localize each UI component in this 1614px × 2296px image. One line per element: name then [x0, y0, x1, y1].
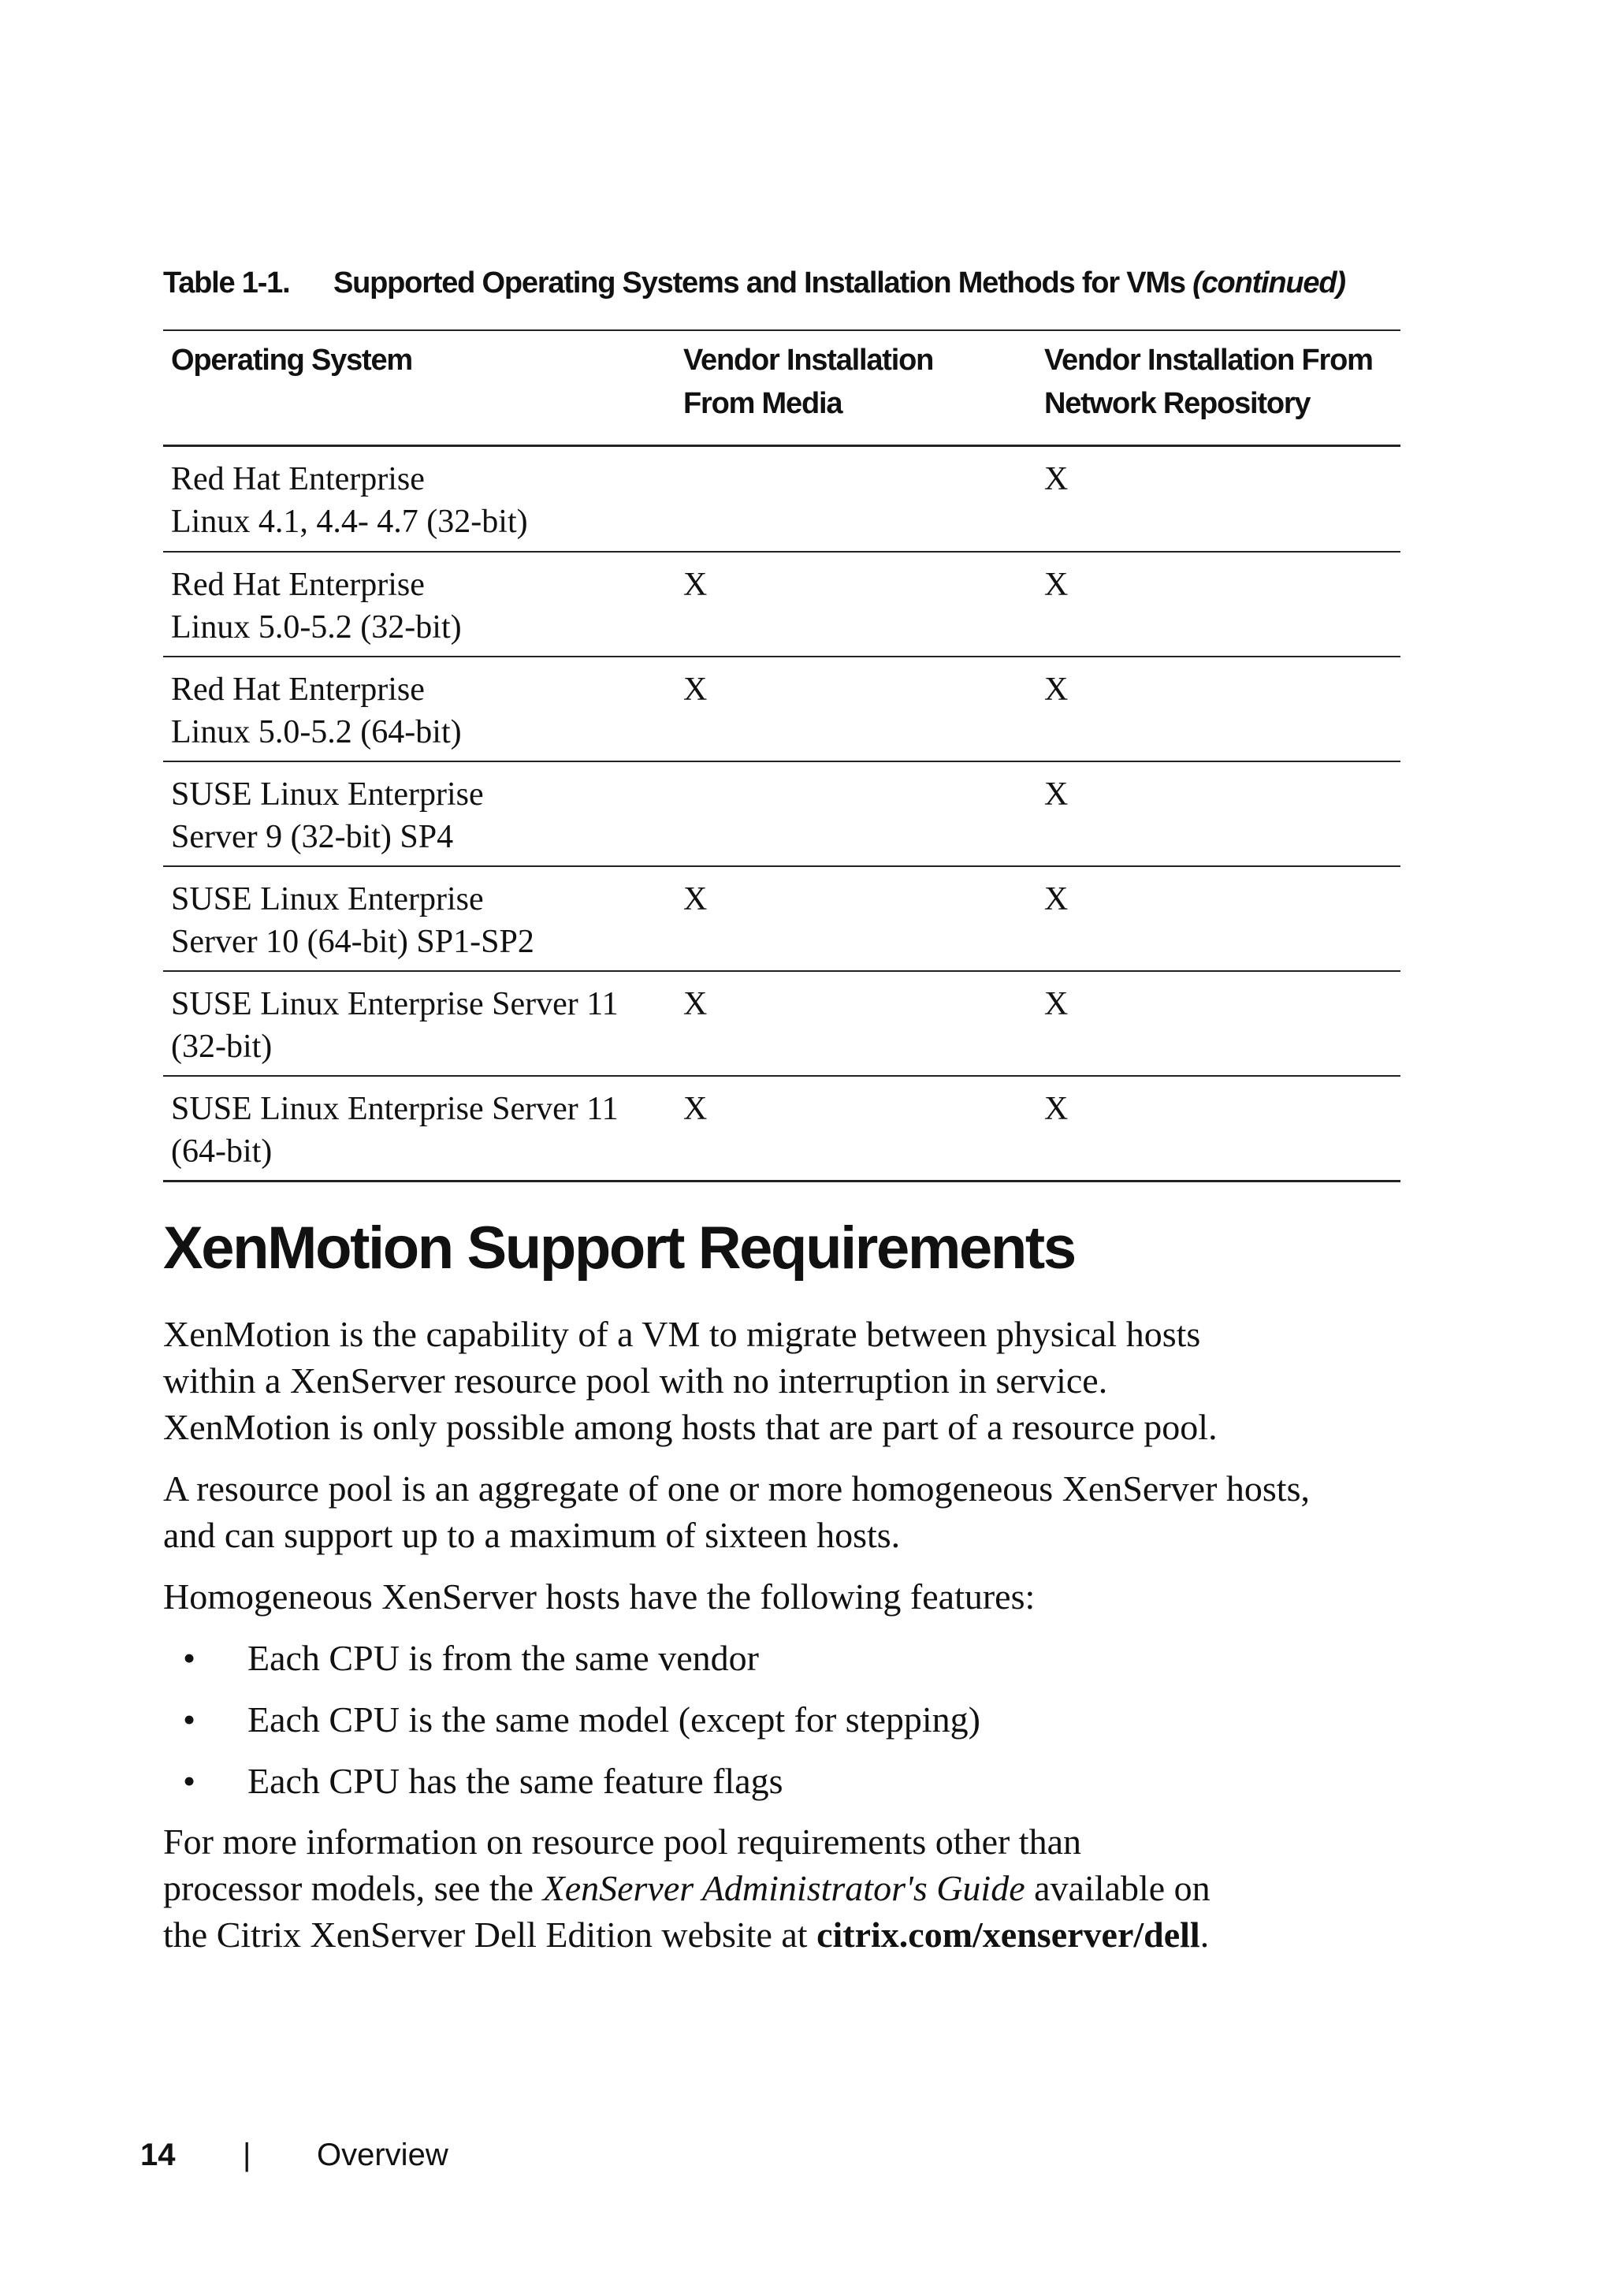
page-number: 14	[140, 2138, 176, 2172]
os-line: SUSE Linux Enterprise	[171, 881, 484, 917]
paragraph-xenmotion-intro	[163, 1311, 1424, 1450]
text-line: and can support up to a maximum of sixteen hosts.	[163, 1515, 901, 1555]
network-cell: X	[1044, 986, 1069, 1022]
text-line	[163, 1911, 1424, 1958]
os-line: SUSE Linux Enterprise Server 11	[171, 1091, 619, 1127]
bullet-text: Each CPU is the same model (except for stepping)	[247, 1699, 980, 1740]
text-span: the Citrix XenServer Dell Edition website at	[163, 1915, 817, 1955]
os-cell	[171, 458, 675, 543]
network-cell: X	[1044, 1091, 1069, 1127]
footer-separator: |	[243, 2138, 251, 2172]
table-row	[163, 657, 1400, 761]
header-line: From Media	[683, 387, 842, 420]
os-line: Red Hat Enterprise	[171, 567, 425, 603]
guide-title: XenServer Administrator's Guide	[542, 1868, 1025, 1908]
table-row	[163, 1077, 1400, 1181]
network-cell: X	[1044, 567, 1069, 603]
text-line: XenMotion is only possible among hosts that are part of a resource pool.	[163, 1407, 1218, 1447]
section-heading: XenMotion Support Requirements	[163, 1215, 1075, 1282]
text-span: available on	[1025, 1868, 1210, 1908]
bullet-icon: •	[183, 1638, 196, 1678]
table-row	[163, 867, 1400, 971]
network-cell: X	[1044, 461, 1069, 497]
bullet-icon: •	[183, 1699, 196, 1740]
paragraph-more-info	[163, 1818, 1424, 1958]
network-cell: X	[1044, 672, 1069, 708]
header-install-from-media	[683, 339, 1030, 426]
media-cell: X	[683, 672, 708, 708]
table-number: Table 1-1.	[163, 266, 290, 300]
os-cell	[171, 878, 675, 963]
table-row	[163, 972, 1400, 1076]
text-line: within a XenServer resource pool with no interruption in service.	[163, 1360, 1108, 1401]
os-line: Linux 5.0-5.2 (64-bit)	[171, 714, 462, 750]
text-span: .	[1199, 1915, 1210, 1955]
table-title: Supported Operating Systems and Installation Methods for VMs	[333, 266, 1185, 300]
os-cell	[171, 773, 675, 858]
table-top-rule	[163, 329, 1400, 331]
text-line: A resource pool is an aggregate of one or more homogeneous XenServer hosts,	[163, 1468, 1310, 1509]
text-span: processor models, see the	[163, 1868, 543, 1908]
footer-chapter-label: Overview	[317, 2138, 448, 2172]
os-line: Red Hat Enterprise	[171, 461, 425, 497]
os-line: Server 10 (64-bit) SP1-SP2	[171, 924, 534, 960]
text-line: XenMotion is the capability of a VM to migrate between physical hosts	[163, 1314, 1201, 1354]
media-cell: X	[683, 1091, 708, 1127]
os-cell	[171, 983, 675, 1068]
website-link[interactable]: citrix.com/xenserver/dell	[816, 1915, 1200, 1955]
header-operating-system	[171, 339, 675, 382]
media-cell: X	[683, 881, 708, 917]
table-row	[163, 447, 1400, 551]
bullet-icon: •	[183, 1761, 196, 1801]
table-row	[163, 762, 1400, 866]
header-line: Network Repository	[1044, 387, 1311, 420]
text-line	[163, 1865, 1424, 1911]
os-line: SUSE Linux Enterprise Server 11	[171, 986, 619, 1022]
media-cell: X	[683, 567, 708, 603]
paragraph-resource-pool	[163, 1465, 1424, 1558]
os-cell	[171, 668, 675, 754]
list-item	[183, 1696, 1365, 1743]
bullet-text: Each CPU has the same feature flags	[247, 1761, 783, 1801]
table-caption	[163, 266, 1400, 300]
os-line: (64-bit)	[171, 1133, 273, 1170]
os-line: Server 9 (32-bit) SP4	[171, 819, 454, 855]
os-cell	[171, 564, 675, 649]
table-bottom-rule	[163, 1180, 1400, 1182]
os-cell	[171, 1088, 675, 1173]
os-line: Linux 4.1, 4.4- 4.7 (32-bit)	[171, 504, 528, 540]
table-continued-label: (continued)	[1192, 266, 1345, 300]
os-line: Linux 5.0-5.2 (32-bit)	[171, 609, 462, 646]
table-row	[163, 553, 1400, 657]
os-line: Red Hat Enterprise	[171, 672, 425, 708]
media-cell: X	[683, 986, 708, 1022]
os-line: SUSE Linux Enterprise	[171, 776, 484, 813]
list-item	[183, 1758, 1365, 1804]
list-item	[183, 1635, 1365, 1681]
os-line: (32-bit)	[171, 1029, 273, 1065]
paragraph-homogeneous-hosts: Homogeneous XenServer hosts have the following features:	[163, 1576, 1036, 1617]
header-line: Vendor Installation From	[1044, 344, 1373, 377]
text-line: For more information on resource pool requirements other than	[163, 1822, 1082, 1862]
header-install-from-network	[1044, 339, 1399, 426]
header-line: Vendor Installation	[683, 344, 934, 377]
network-cell: X	[1044, 776, 1069, 813]
header-line: Operating System	[171, 344, 413, 377]
bullet-text: Each CPU is from the same vendor	[247, 1638, 759, 1678]
network-cell: X	[1044, 881, 1069, 917]
